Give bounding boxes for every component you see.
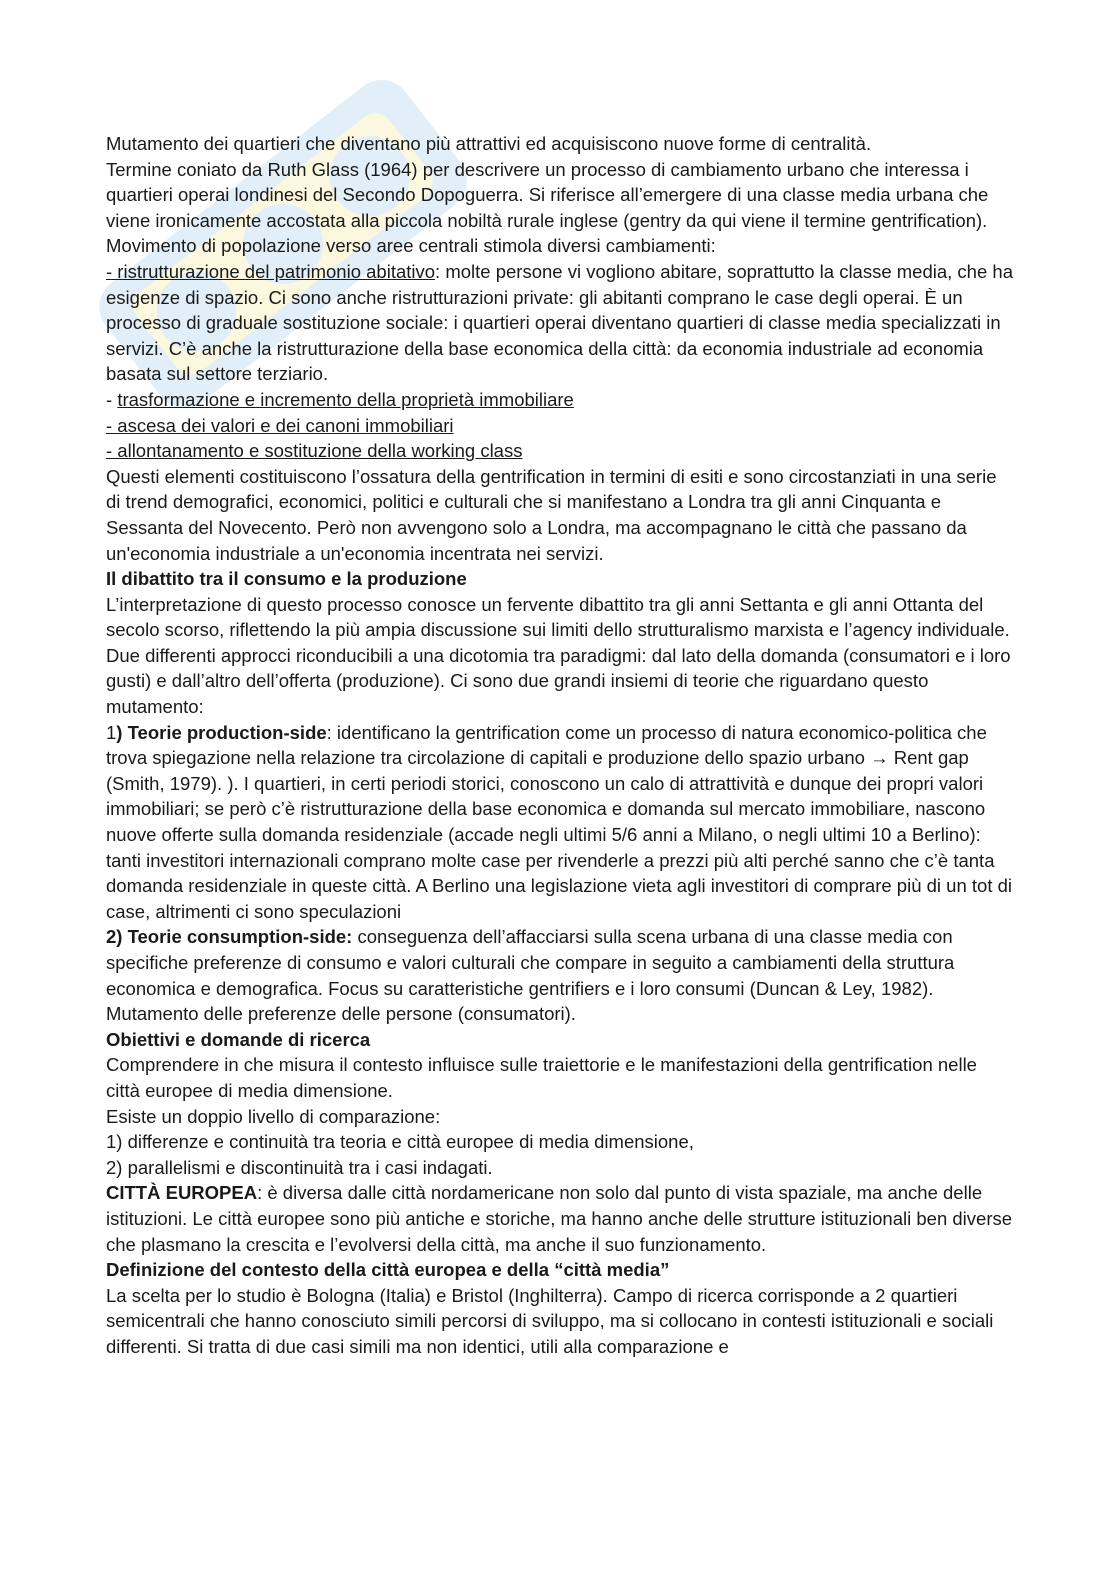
theory-consumption-side [106,924,1016,1026]
change-item-4 [106,438,1016,464]
intro-paragraph-2: Termine coniato da Ruth Glass (1964) per descrivere un processo di cambiamento urbano che interessa i quartieri operai londinesi del Secondo Dopoguerra. Si riferisce all’emergere di una classe media urbana che viene ironicamente accostata alla piccola nobiltà rurale inglese (gentry da qui viene il termine gentrification). [106,158,989,231]
theory-production-side [106,720,1016,925]
theory-1-title: ) Teorie production-side [116,721,327,743]
european-city-title: CITTÀ EUROPEA [106,1182,258,1204]
theory-2-title: 2) Teorie consumption-side: [106,926,353,948]
debate-heading: Il dibattito tra il consumo e la produzione [106,568,467,590]
intro-paragraph-3: Movimento di popolazione verso aree centrali stimola diversi cambiamenti: [106,235,716,257]
european-city-paragraph [106,1180,1016,1257]
change-item-2-prefix: - [106,388,118,410]
change-item-4-title: - allontanamento e sostituzione della working class [106,440,523,462]
change-item-1-text: : molte persone vi vogliono abitare, soprattutto la classe media, che ha esigenze di spazio. Ci sono anche ristrutturazioni private: gli abitanti comprano le case degli operai. È un processo di graduale sostituzione sociale: i quartieri operai diventano quartieri di classe media specializzati in servizi. C’è anche la ristrutturazione della base economica della città: da economia industriale ad economia basata sul settore terziario. [106,260,1013,385]
theory-1-number: 1 [106,721,117,743]
context-text: La scelta per lo studio è Bologna (Italia) e Bristol (Inghilterra). Campo di ricerca corrisponde a 2 quartieri semicentrali che hanno conosciuto simili percorsi di sviluppo, ma si collocano in contesti istituzionali e sociali differenti. Si tratta di due casi simili ma non identici, utili alla comparazione e [106,1284,994,1357]
change-item-3-title: - ascesa dei valori e dei canoni immobiliari [106,414,454,436]
change-item-3 [106,413,1016,439]
change-item-2-title: trasformazione e incremento della proprietà immobiliare [117,388,574,410]
comparison-level-1: 1) differenze e continuità tra teoria e città europee di media dimensione, [106,1131,694,1153]
change-item-2 [106,387,1016,413]
comparison-level-2: 2) parallelismi e discontinuità tra i casi indagati. [106,1156,493,1178]
european-city-text: : è diversa dalle città nordamericane non solo dal punto di vista spaziale, ma anche delle istituzioni. Le città europee sono più antiche e storiche, ma hanno anche delle strutture istituzionali ben diverse che plasmano la crescita e l’evolversi della città, ma anche il suo funzionamento. [106,1182,1013,1255]
document-page [106,131,1016,1360]
change-item-1 [106,259,1016,387]
objectives-heading: Obiettivi e domande di ricerca [106,1028,371,1050]
context-heading: Definizione del contesto della città europea e della “città media” [106,1259,670,1281]
debate-intro: L’interpretazione di questo processo conosce un fervente dibattito tra gli anni Settanta e gli anni Ottanta del secolo scorso, riflettendo la più ampia discussione sui limiti dello strutturalismo marxista e l’agency individuale. Due differenti approcci riconducibili a una dicotomia tra paradigmi: dal lato della domanda (consumatori e i loro gusti) e dall’altro dell’offerta (produzione). Ci sono due grandi insiemi di teorie che riguardano questo mutamento: [106,593,1011,718]
change-item-1-title: - ristrutturazione del patrimonio abitativo [106,260,436,282]
changes-summary: Questi elementi costituiscono l’ossatura della gentrification in termini di esiti e sono circostanziati in una serie di trend demografici, economici, politici e culturali che si manifestano a Londra tra gli anni Cinquanta e Sessanta del Novecento. Però non avvengono solo a Londra, ma accompagnano le città che passano da un'economia industriale a un'economia incentrata nei servizi. [106,465,997,564]
theory-1-text: : identificano la gentrification come un processo di natura economico-politica che trova spiegazione nella relazione tra circolazione di capitali e produzione dello spazio urbano → Rent gap (Smith, 1979). ). I quartieri, in certi periodi storici, conoscono un calo di attrattività e dunque dei propri valori immobiliari; se però c’è ristrutturazione della base economica e domanda sul mercato immobiliare, nascono nuove offerte sulla domanda residenziale (accade negli ultimi 5/6 anni a Milano, o negli ultimi 10 a Berlino): tanti investitori internazionali comprano molte case per rivenderle a prezzi più alti perché sanno che c’è tanta domanda residenziale in queste città. A Berlino una legislazione vieta agli investitori di comprare più di un tot di case, altrimenti ci sono speculazioni [106,721,1013,922]
theory-2-text: conseguenza dell’affacciarsi sulla scena urbana di una classe media con specifiche preferenze di consumo e valori culturali che compare in seguito a cambiamenti della struttura economica e demografica. Focus su caratteristiche gentrifiers e i loro consumi (Duncan & Ley, 1982). Mutamento delle preferenze delle persone (consumatori). [106,926,955,1025]
intro-paragraph-1: Mutamento dei quartieri che diventano più attrattivi ed acquisiscono nuove forme di centralità. [106,133,872,154]
comparison-levels-intro: Esiste un doppio livello di comparazione: [106,1105,441,1127]
objectives-text: Comprendere in che misura il contesto influisce sulle traiettorie e le manifestazioni della gentrification nelle città europee di media dimensione. [106,1054,977,1101]
